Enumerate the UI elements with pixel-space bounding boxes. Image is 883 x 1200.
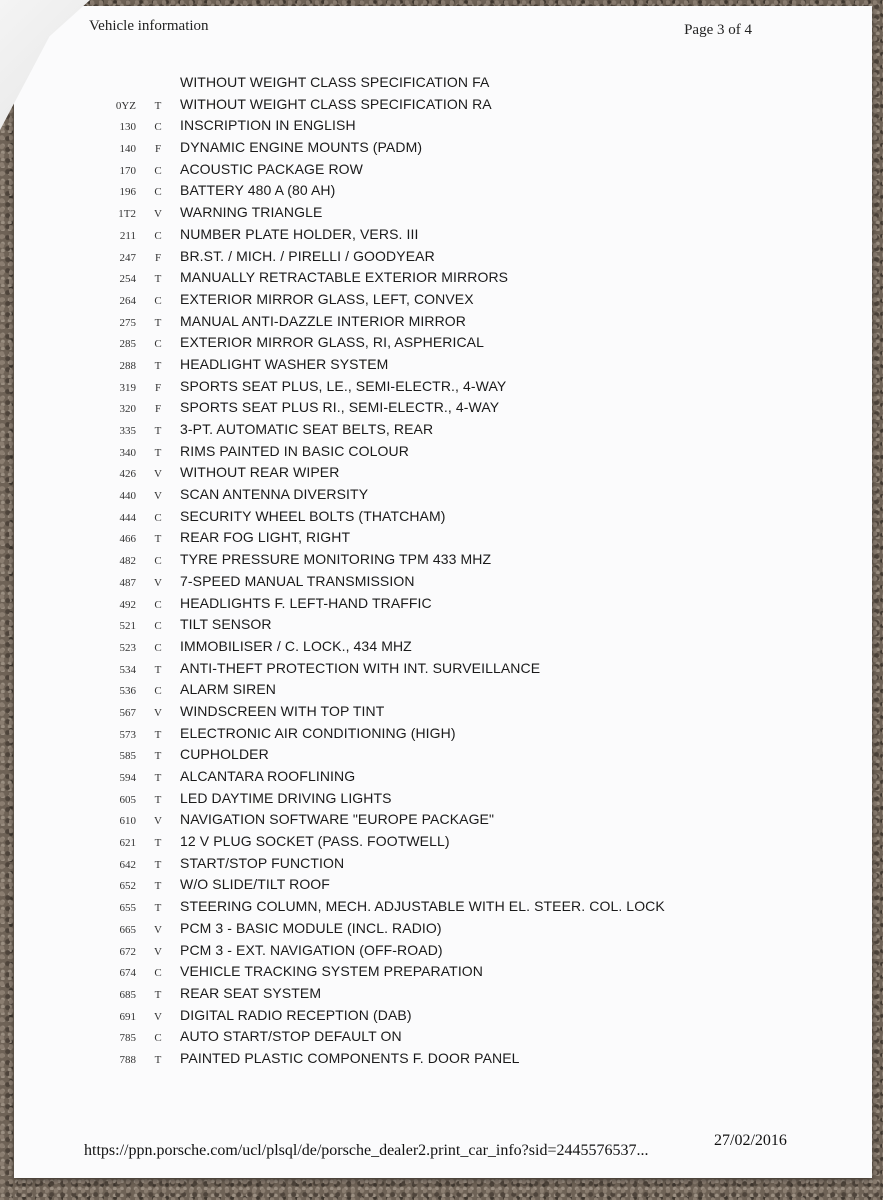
option-code: 492 [119,598,136,611]
option-type: F [154,381,162,394]
option-description: START/STOP FUNCTION [180,854,345,871]
option-code: 567 [119,706,136,719]
option-type: T [154,902,162,915]
option-type: F [154,251,162,264]
option-code: 573 [119,728,136,741]
option-code: 288 [119,359,136,372]
option-type: F [154,143,162,156]
option-type: T [154,837,162,850]
option-type: C [154,620,162,633]
option-type: C [154,967,162,980]
option-description: WARNING TRIANGLE [180,204,323,221]
option-type: T [154,663,162,676]
option-row [86,573,826,595]
option-code: 482 [119,555,136,568]
option-type: C [154,555,162,568]
option-row [86,681,826,703]
option-description: ALARM SIREN [180,681,277,698]
option-code: 487 [119,576,136,589]
option-code: 691 [119,1010,136,1023]
option-type: C [154,598,162,611]
option-code: 1T2 [118,208,136,221]
option-code: 594 [119,772,136,784]
option-description: SCAN ANTENNA DIVERSITY [180,486,369,503]
option-row [86,963,826,985]
option-type: C [154,229,162,242]
option-row [86,529,826,551]
option-code: 440 [119,490,136,503]
option-description: ACOUSTIC PACKAGE ROW [180,160,363,177]
option-code: 536 [119,685,136,698]
option-code: 254 [119,273,136,286]
option-row [86,833,826,855]
option-row [86,768,826,790]
option-row [86,204,826,226]
option-row [86,269,826,291]
option-type: C [154,641,162,654]
option-description: HEADLIGHT WASHER SYSTEM [180,355,389,372]
option-row [86,96,826,118]
option-type: T [154,1053,162,1066]
option-row [86,898,826,920]
document-title: Vehicle information [89,18,209,34]
option-description: EXTERIOR MIRROR GLASS, LEFT, CONVEX [180,290,474,307]
option-code: 523 [119,641,136,654]
option-type: V [154,208,162,221]
option-description: STEERING COLUMN, MECH. ADJUSTABLE WITH EL. STEER. COL. LOCK [180,898,665,915]
option-description: IMMOBILISER / C. LOCK., 434 MHZ [180,637,412,654]
option-row [86,356,826,378]
option-code: 655 [119,902,136,915]
option-row [86,703,826,725]
option-description: WINDSCREEN WITH TOP TINT [180,702,385,719]
option-code: 521 [119,620,136,633]
option-code: 466 [119,533,136,546]
printed-page [14,6,872,1178]
option-row [86,660,826,682]
option-code: 444 [119,511,136,524]
option-code: 785 [119,1032,136,1045]
option-description: NAVIGATION SOFTWARE "EUROPE PACKAGE" [180,811,495,828]
footer-date: 27/02/2016 [714,1132,787,1149]
option-description: DYNAMIC ENGINE MOUNTS (PADM) [180,139,423,156]
option-description: BR.ST. / MICH. / PIRELLI / GOODYEAR [180,247,435,264]
footer-url: https://ppn.porsche.com/ucl/plsql/de/porsche_dealer2.print_car_info?sid=2445576537... [84,1142,649,1159]
option-type: C [154,164,162,177]
option-list [86,74,826,1072]
option-description: WITHOUT REAR WIPER [180,464,340,481]
option-description: VEHICLE TRACKING SYSTEM PREPARATION [180,963,484,980]
option-type: V [154,468,162,481]
option-type: C [154,294,162,307]
option-row [86,421,826,443]
option-description: MANUALLY RETRACTABLE EXTERIOR MIRRORS [180,269,509,286]
option-description: ANTI-THEFT PROTECTION WITH INT. SURVEILLANCE [180,659,541,676]
option-type: C [154,1032,162,1045]
option-row [86,1028,826,1050]
option-code: 211 [119,229,136,242]
option-row [86,855,826,877]
option-row [86,616,826,638]
option-type: T [154,858,162,871]
option-code: 621 [119,837,136,850]
option-description: SECURITY WHEEL BOLTS (THATCHAM) [180,507,446,524]
option-row [86,334,826,356]
option-description: DIGITAL RADIO RECEPTION (DAB) [180,1006,412,1023]
option-description: EXTERIOR MIRROR GLASS, RI, ASPHERICAL [180,334,484,351]
option-description: TILT SENSOR [180,616,272,633]
option-description: TYRE PRESSURE MONITORING TPM 433 MHZ [180,551,492,568]
option-code: 788 [119,1053,136,1066]
option-code: 652 [119,880,136,893]
option-row [86,139,826,161]
option-row [86,1007,826,1029]
option-code: 130 [119,121,136,134]
option-description: WITHOUT WEIGHT CLASS SPECIFICATION RA [180,95,492,112]
option-row [86,161,826,183]
option-type: T [154,273,162,286]
option-code: 340 [119,446,136,459]
option-description: 3-PT. AUTOMATIC SEAT BELTS, REAR [180,421,434,437]
option-row [86,1050,826,1072]
option-description: SPORTS SEAT PLUS, LE., SEMI-ELECTR., 4-WAY [180,377,507,394]
option-code: 674 [119,967,136,980]
option-row [86,486,826,508]
option-code: 140 [119,143,136,156]
option-type: V [154,1010,162,1023]
option-row [86,74,826,96]
option-code: 170 [119,164,136,177]
option-row [86,399,826,421]
option-type: V [154,706,162,719]
option-type: C [154,338,162,351]
option-type: V [154,923,162,936]
option-code: 247 [119,251,136,264]
option-description: PCM 3 - EXT. NAVIGATION (OFF-ROAD) [180,941,443,958]
option-row [86,942,826,964]
option-row [86,248,826,270]
option-type: T [154,750,162,763]
option-description: REAR SEAT SYSTEM [180,984,322,1001]
option-type: T [154,533,162,546]
option-code: 585 [119,750,136,763]
option-code: 0YZ [115,99,136,112]
option-code: 285 [119,338,136,351]
option-code: 426 [119,468,136,481]
option-row [86,811,826,833]
option-code: 264 [119,294,136,307]
option-description: 7-SPEED MANUAL TRANSMISSION [180,572,415,589]
option-code: 610 [119,815,136,828]
option-row [86,291,826,313]
option-row [86,117,826,139]
option-description: WITHOUT WEIGHT CLASS SPECIFICATION FA [180,74,490,90]
option-code: 335 [119,425,136,437]
option-description: MANUAL ANTI-DAZZLE INTERIOR MIRROR [180,312,467,329]
option-row [86,746,826,768]
option-row [86,790,826,812]
option-code: 685 [119,988,136,1001]
option-description: PCM 3 - BASIC MODULE (INCL. RADIO) [180,919,442,936]
option-type: V [154,490,162,503]
option-code: 642 [119,858,136,871]
option-description: ALCANTARA ROOFLINING [180,768,356,784]
option-code: 275 [119,316,136,329]
option-row [86,443,826,465]
option-description: ELECTRONIC AIR CONDITIONING (HIGH) [180,724,456,741]
option-type: T [154,446,162,459]
option-description: LED DAYTIME DRIVING LIGHTS [180,789,392,806]
option-row [86,378,826,400]
option-row [86,876,826,898]
option-row [86,985,826,1007]
option-row [86,182,826,204]
option-type: C [154,186,162,199]
option-type: T [154,772,162,784]
option-type: V [154,576,162,589]
option-code: 320 [119,403,136,416]
option-code: 672 [119,945,136,958]
option-type: C [154,685,162,698]
option-type: T [154,728,162,741]
option-description: AUTO START/STOP DEFAULT ON [180,1028,402,1045]
option-description: REAR FOG LIGHT, RIGHT [180,529,351,546]
option-description: SPORTS SEAT PLUS RI., SEMI-ELECTR., 4-WAY [180,399,500,416]
option-code: 534 [119,663,136,676]
option-row [86,464,826,486]
option-row [86,226,826,248]
option-description: NUMBER PLATE HOLDER, VERS. III [180,225,419,242]
option-description: HEADLIGHTS F. LEFT-HAND TRAFFIC [180,594,432,611]
option-row [86,725,826,747]
option-code: 665 [119,923,136,936]
option-row [86,595,826,617]
option-row [86,920,826,942]
option-code: 196 [119,186,136,199]
option-type: F [154,403,162,416]
option-type: T [154,316,162,329]
option-code: 605 [119,793,136,806]
option-description: W/O SLIDE/TILT ROOF [180,876,330,893]
option-type: T [154,880,162,893]
option-row [86,638,826,660]
option-type: V [154,815,162,828]
option-type: V [154,945,162,958]
option-description: RIMS PAINTED IN BASIC COLOUR [180,442,409,459]
option-type: T [154,988,162,1001]
option-description: INSCRIPTION IN ENGLISH [180,117,356,134]
option-type: T [154,425,162,437]
option-type: T [154,99,162,112]
option-type: T [154,793,162,806]
option-description: CUPHOLDER [180,746,269,763]
option-description: PAINTED PLASTIC COMPONENTS F. DOOR PANEL [180,1049,520,1066]
option-description: 12 V PLUG SOCKET (PASS. FOOTWELL) [180,833,450,850]
option-row [86,313,826,335]
page-number: Page 3 of 4 [684,22,752,38]
option-row [86,551,826,573]
option-type: C [154,511,162,524]
option-type: C [154,121,162,134]
option-row [86,508,826,530]
option-code: 319 [119,381,136,394]
option-type: T [154,359,162,372]
option-description: BATTERY 480 A (80 AH) [180,182,336,199]
